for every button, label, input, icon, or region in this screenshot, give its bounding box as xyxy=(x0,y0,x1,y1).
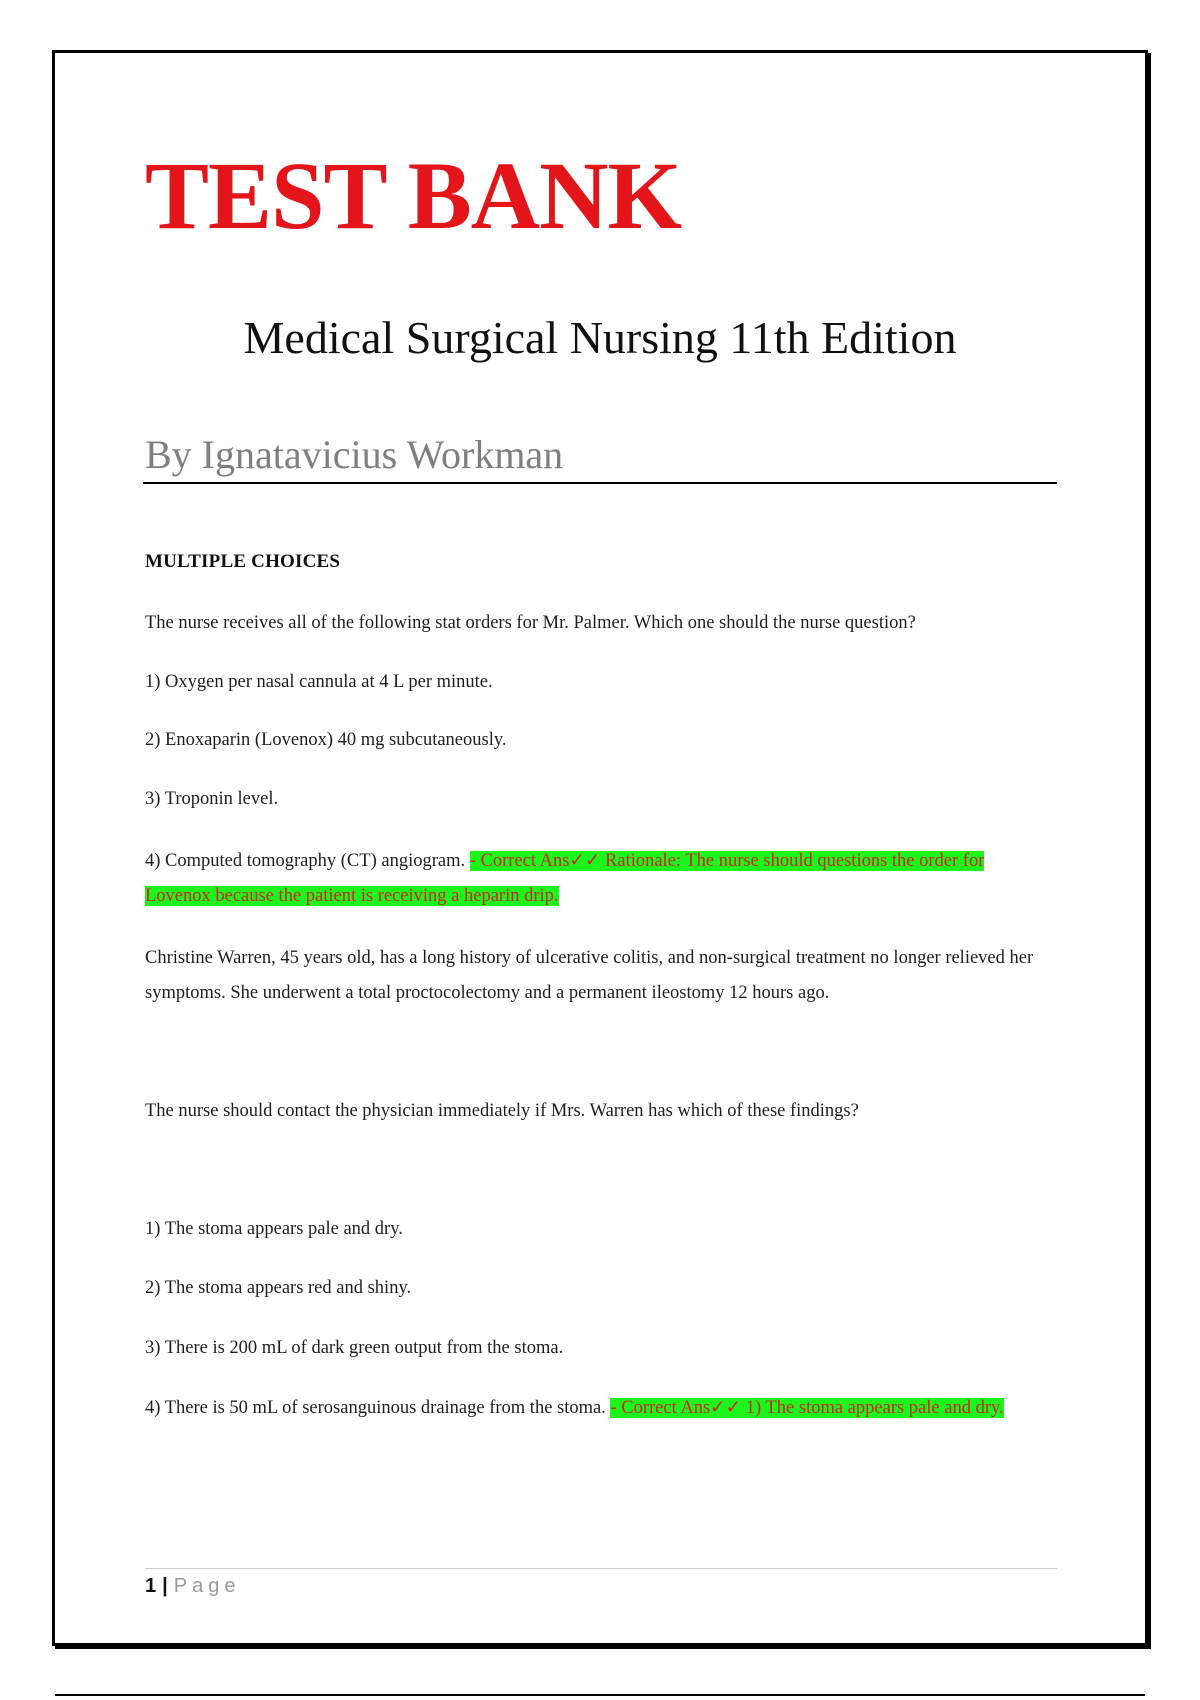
question-1-option-3: 3) Troponin level. xyxy=(145,789,279,809)
author-divider xyxy=(143,482,1057,484)
document-title: TEST BANK xyxy=(145,142,682,249)
question-2-option-4-text: 4) There is 50 mL of serosanguinous drainage from the stoma. xyxy=(145,1398,611,1418)
page-label: Page xyxy=(173,1575,241,1597)
bottom-rule xyxy=(55,1694,1145,1696)
section-heading: MULTIPLE CHOICES xyxy=(145,551,341,572)
question-1-stem: The nurse receives all of the following stat orders for Mr. Palmer. Which one should the nurse question? xyxy=(145,613,916,633)
document-author: By Ignatavicius Workman xyxy=(145,432,564,477)
footer-divider xyxy=(145,1568,1057,1569)
question-2-option-3: 3) There is 200 mL of dark green output from the stoma. xyxy=(145,1338,564,1358)
question-2-option-4 xyxy=(145,1391,1045,1426)
question-2-stem: The nurse should contact the physician immediately if Mrs. Warren has which of these findings? xyxy=(145,1101,859,1121)
question-1-option-4-text: 4) Computed tomography (CT) angiogram. xyxy=(145,851,470,871)
question-1-answer-highlight: - Correct Ans✓✓ Rationale: The nurse should questions the order for Lovenox because the patient is receiving a heparin drip. xyxy=(145,851,985,906)
document-subtitle: Medical Surgical Nursing 11th Edition xyxy=(243,312,957,363)
question-2-option-2: 2) The stoma appears red and shiny. xyxy=(145,1278,412,1298)
question-1-option-1: 1) Oxygen per nasal cannula at 4 L per minute. xyxy=(145,672,493,692)
question-1-option-4 xyxy=(145,844,1045,914)
page-footer xyxy=(145,1573,240,1599)
page-separator: | xyxy=(162,1575,168,1597)
question-1-option-2: 2) Enoxaparin (Lovenox) 40 mg subcutaneously. xyxy=(145,730,507,750)
question-2-option-1: 1) The stoma appears pale and dry. xyxy=(145,1219,403,1239)
page-number: 1 xyxy=(145,1575,157,1597)
question-2-answer-highlight: - Correct Ans✓✓ 1) The stoma appears pale and dry. xyxy=(610,1398,1004,1418)
question-2-scenario: Christine Warren, 45 years old, has a long history of ulcerative colitis, and non-surgical treatment no longer relieved her symptoms. She underwent a total proctocolectomy and a permanent ileostomy 12 hours ago. xyxy=(145,948,1034,1003)
